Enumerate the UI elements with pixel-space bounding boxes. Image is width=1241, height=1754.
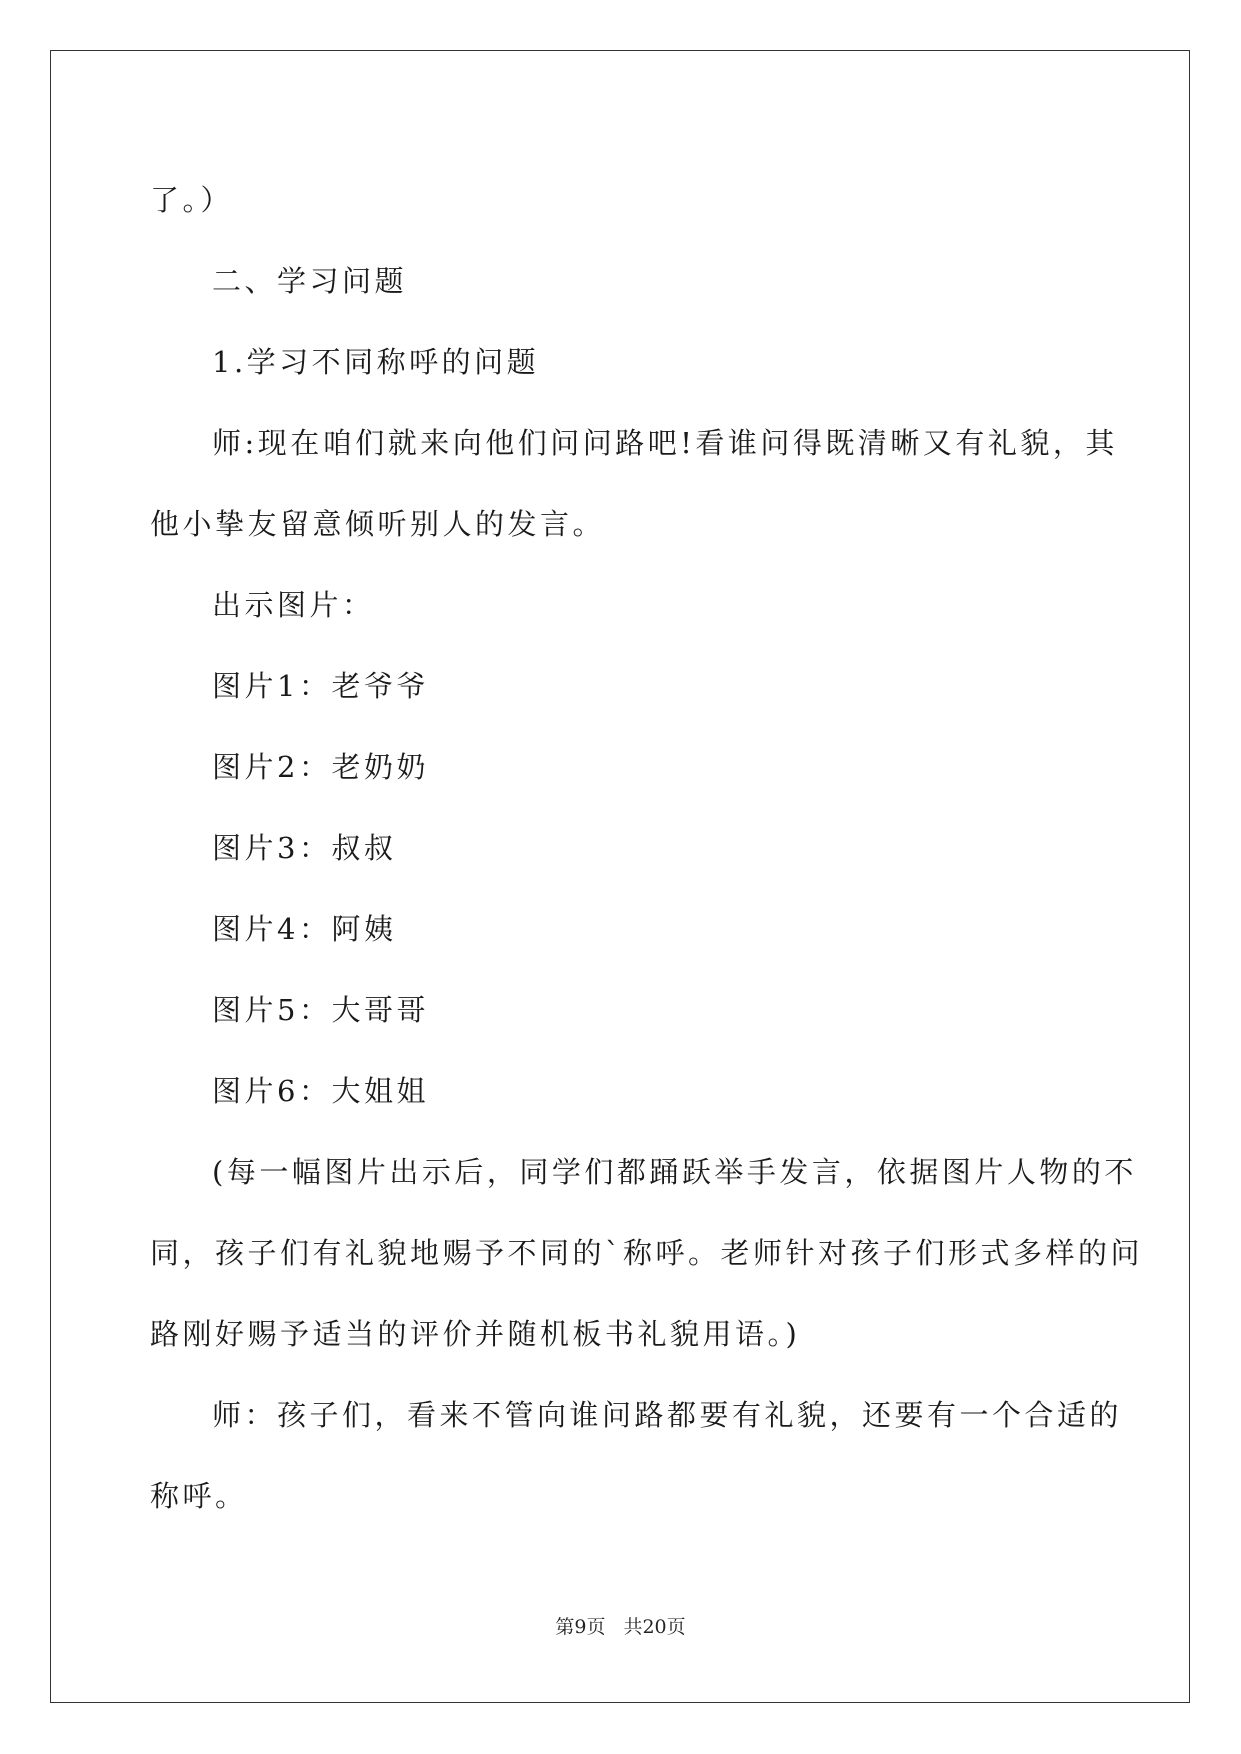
subsection-heading: 1.学习不同称呼的问题 <box>212 345 540 379</box>
picture-item-6: 图片6：大姐姐 <box>212 1074 429 1108</box>
text-line-4: 师:现在咱们就来向他们问问路吧!看谁问得既清晰又有礼貌，其 <box>212 426 1118 460</box>
picture-item-2: 图片2：老奶奶 <box>212 750 429 784</box>
text-line-5: 他小挚友留意倾听别人的发言。 <box>150 507 606 541</box>
text-line-15: 路刚好赐予适当的评价并随机板书礼貌用语。) <box>150 1317 801 1351</box>
picture-item-3: 图片3：叔叔 <box>212 831 397 865</box>
page-total: 共20页 <box>623 1616 686 1638</box>
text-line-13: (每一幅图片出示后，同学们都踊跃举手发言，依据图片人物的不 <box>212 1155 1137 1189</box>
page-footer <box>0 1612 1241 1639</box>
picture-item-4: 图片4：阿姨 <box>212 912 397 946</box>
text-line-16: 师：孩子们，看来不管向谁问路都要有礼貌，还要有一个合适的 <box>212 1398 1123 1432</box>
picture-item-1: 图片1：老爷爷 <box>212 669 429 703</box>
page-number: 第9页 <box>555 1616 606 1638</box>
document-body <box>150 160 1144 1537</box>
text-line-1: 了。） <box>150 183 234 217</box>
section-heading: 二、学习问题 <box>212 264 408 298</box>
text-line-6: 出示图片： <box>212 588 375 622</box>
picture-item-5: 图片5：大哥哥 <box>212 993 429 1027</box>
text-line-17: 称呼。 <box>150 1479 248 1513</box>
text-line-14: 同，孩子们有礼貌地赐予不同的`称呼。老师针对孩子们形式多样的问 <box>150 1236 1144 1270</box>
